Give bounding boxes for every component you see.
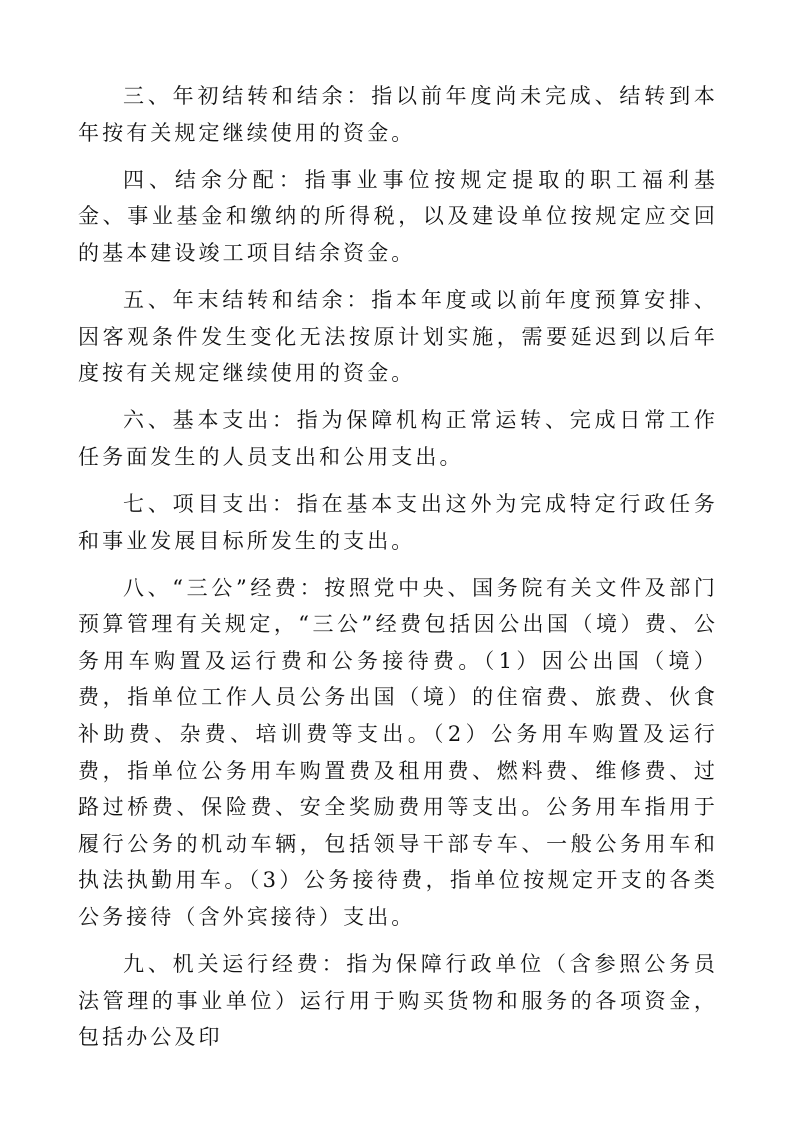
paragraph-agency-operating-expenses: 九、机关运行经费：指为保障行政单位（含参照公务员法管理的事业单位）运行用于购买货物和服务的各项资金，包括办公及印 (78, 952, 718, 1050)
paragraph-year-start-carryover: 三、年初结转和结余：指以前年度尚未完成、结转到本年按有关规定继续使用的资金。 (78, 84, 718, 145)
paragraph-year-end-carryover: 五、年末结转和结余：指本年度或以前年度预算安排、因客观条件发生变化无法按原计划实施，需要延迟到以后年度按有关规定继续使用的资金。 (78, 287, 718, 386)
paragraph-three-public-expenses: 八、“三公”经费：按照党中央、国务院有关文件及部门预算管理有关规定，“三公”经费包括因公出国（境）费、公务用车购置及运行费和公务接待费。（1）因公出国（境）费，指单位工作人员公务出国（境）的住宿费、旅费、伙食补助费、杂费、培训费等支出。（2）公务用车购置及运行费，指单位公务用车购置费及租用费、燃料费、维修费、过路过桥费、保险费、安全奖励费用等支出。公务用车指用于履行公务的机动车辆，包括领导干部专车、一般公务用车和执法执勤用车。（3）公务接待费，指单位按规定开支的各类公务接待（含外宾接待）支出。 (78, 575, 718, 929)
paragraph-surplus-distribution: 四、结余分配：指事业事位按规定提取的职工福利基金、事业基金和缴纳的所得税，以及建设单位按规定应交回的基本建设竣工项目结余资金。 (78, 167, 718, 265)
paragraph-basic-expenditure: 六、基本支出：指为保障机构正常运转、完成日常工作任务面发生的人员支出和公用支出。 (78, 408, 718, 469)
paragraph-project-expenditure: 七、项目支出：指在基本支出这外为完成特定行政任务和事业发展目标所发生的支出。 (78, 491, 718, 553)
document-page (78, 78, 718, 1066)
